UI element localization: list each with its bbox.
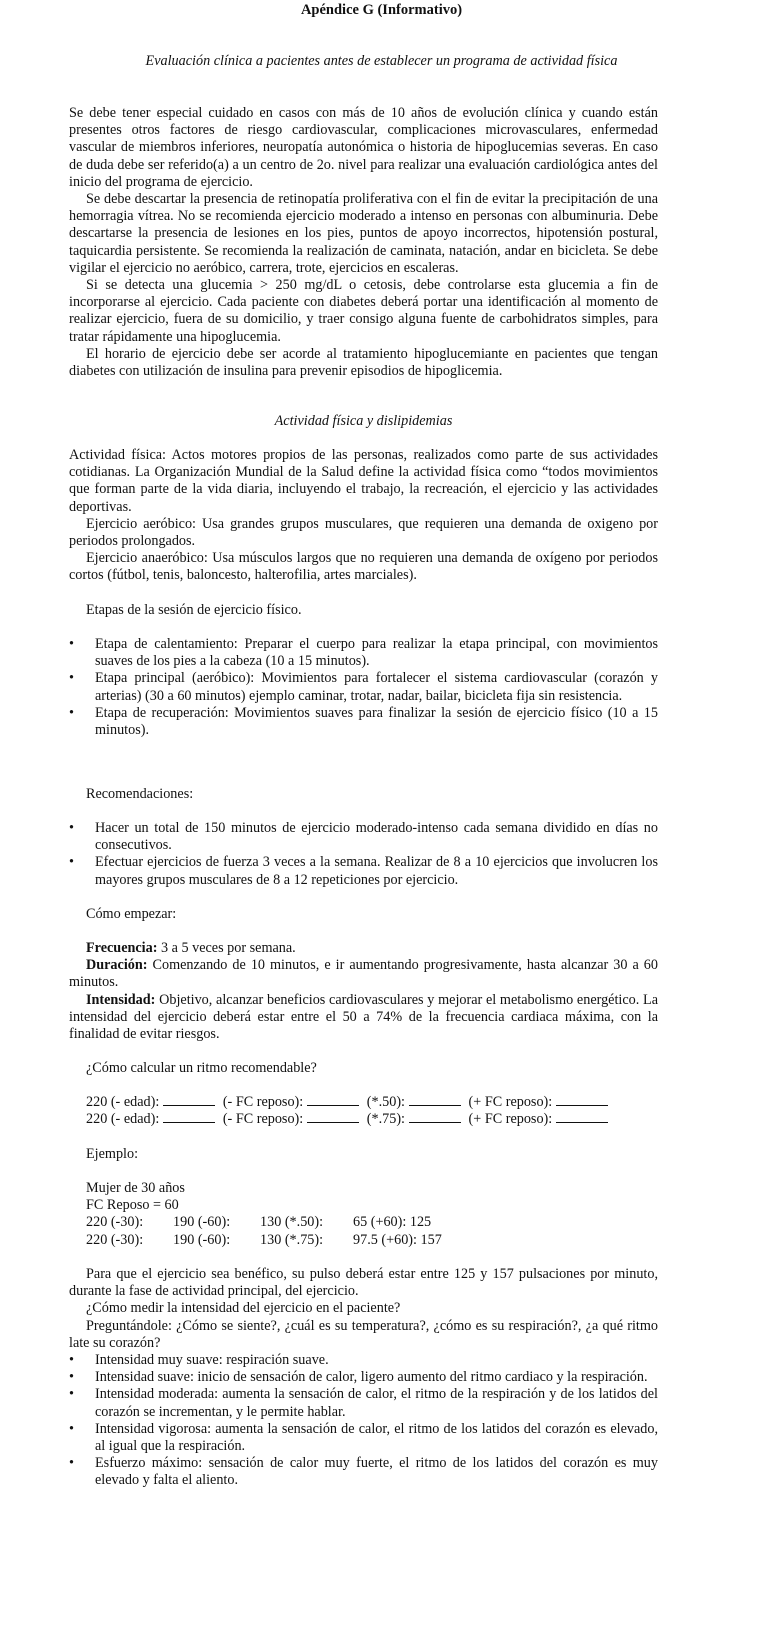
frequency-item: Frecuencia: 3 a 5 veces por semana. bbox=[86, 940, 296, 956]
list-item: • Esfuerzo máximo: sensación de calor muy fuerte, el ritmo de los latidos del corazón es muy elevado y falta el aliento. bbox=[69, 1455, 658, 1489]
list-item: • Intensidad moderada: aumenta la sensación de calor, el ritmo de la respiración y de los latidos del corazón se incrementan, y le permite hablar. bbox=[69, 1386, 658, 1420]
duration-item: Duración: Comenzando de 10 minutos, e ir aumentando progresivamente, hasta alcanzar 30 a 60 minutos. bbox=[69, 957, 658, 991]
section-heading: Actividad física y dislipidemias bbox=[274, 413, 453, 429]
blank-field[interactable] bbox=[307, 1094, 359, 1106]
paragraph: Actividad física: Actos motores propios de las personas, realizados como parte de sus actividades cotidianas. La Organización Mundial de la Salud define la actividad física como “todos movimientos que forman parte de la vida diaria, incluyendo el trabajo, la recreación, el ejercicio y las actividades deportivas. bbox=[69, 447, 658, 515]
blank-field[interactable] bbox=[163, 1111, 215, 1123]
list-item: • Intensidad muy suave: respiración suave. bbox=[69, 1352, 329, 1369]
blank-field[interactable] bbox=[409, 1111, 461, 1123]
paragraph: Se debe descartar la presencia de retinopatía proliferativa con el fin de evitar la precipitación de una hemorragia vítrea. No se recomienda ejercicio moderado a intenso en personas con albuminuria. Debe descartarse la presencia de lesiones en los pies, puntos de apoyo incorrectos, hipotensión postural, taquicardia persistente. Se recomienda la realización de caminata, natación, andar en bicicleta. Se debe vigilar el ejercicio no aeróbico, carrera, trote, ejercicios en escaleras. bbox=[69, 191, 658, 276]
list-item: • Intensidad vigorosa: aumenta la sensación de calor, el ritmo de los latidos del corazón es elevado, al igual que la respiración. bbox=[69, 1420, 658, 1455]
bullet: • bbox=[69, 1352, 74, 1369]
closing-section bbox=[69, 1266, 658, 1490]
physical-activity-definitions bbox=[69, 447, 658, 585]
bullet: • bbox=[69, 820, 74, 836]
example-subject: Mujer de 30 años bbox=[86, 1180, 185, 1196]
recommendations-list bbox=[69, 820, 658, 889]
blank-field[interactable] bbox=[556, 1111, 608, 1123]
how-to-start-label: Cómo empezar: bbox=[86, 906, 177, 922]
paragraph: Preguntándole: ¿Cómo se siente?, ¿cuál es su temperatura?, ¿cómo es su respiración?, ¿a qué ritmo late su corazón? bbox=[69, 1317, 658, 1351]
calc-form bbox=[69, 1094, 675, 1128]
blank-field[interactable] bbox=[307, 1111, 359, 1123]
bullet: • bbox=[69, 1455, 74, 1472]
clinical-evaluation-section bbox=[69, 105, 658, 380]
intensity-item: Intensidad: Objetivo, alcanzar beneficios cardiovasculares y mejorar el metabolismo energético. La intensidad del ejercicio deberá estar entre el 50 a 74% de la frecuencia cardiaca máxima, con la finalidad de evitar riesgos. bbox=[69, 991, 658, 1043]
calc-row: 220 (- edad): (- FC reposo): (*.75): (+ FC reposo): bbox=[86, 1111, 675, 1128]
bullet: • bbox=[69, 1369, 74, 1386]
example-row: 220 (-30): 190 (-60): 130 (*.50): 65 (+60): 125 bbox=[86, 1214, 432, 1231]
example-rest-hr: FC Reposo = 60 bbox=[86, 1197, 179, 1214]
example-row: 220 (-30): 190 (-60): 130 (*.75): 97.5 (+60): 157 bbox=[86, 1231, 442, 1248]
paragraph: Ejercicio anaeróbico: Usa músculos largos que no requieren una demanda de oxígeno por periodos cortos (fútbol, tenis, baloncesto, halterofilia, artes marciales). bbox=[69, 550, 658, 584]
paragraph: Ejercicio aeróbico: Usa grandes grupos musculares, que requieren una demanda de oxigeno por periodos prolongados. bbox=[69, 515, 658, 550]
bullet: • bbox=[69, 636, 74, 652]
paragraph: Se debe tener especial cuidado en casos con más de 10 años de evolución clínica y cuando están presentes otros factores de riesgo cardiovascular, complicaciones microvasculares, enfermedad vascular de miembros inferiores, neuropatía autonómica o historia de hipoglucemias severas. En caso de duda debe ser referido(a) a un centro de 2o. nivel para realizar una evaluación cardiológica antes del inicio del programa de ejercicio. bbox=[69, 105, 658, 190]
list-item: • Intensidad suave: inicio de sensación de calor, ligero aumento del ritmo cardiaco y la respiración. bbox=[69, 1369, 648, 1386]
intensity-levels-list bbox=[69, 1352, 658, 1490]
section-subtitle: Evaluación clínica a pacientes antes de establecer un programa de actividad física bbox=[145, 53, 618, 69]
blank-field[interactable] bbox=[409, 1094, 461, 1106]
recommendations-label: Recomendaciones: bbox=[86, 786, 194, 802]
paragraph: El horario de ejercicio debe ser acorde al tratamiento hipoglucemiante en pacientes que tengan diabetes con utilización de insulina para prevenir episodios de hipoglicemia. bbox=[69, 345, 658, 380]
paragraph: ¿Cómo medir la intensidad del ejercicio en el paciente? bbox=[86, 1300, 401, 1317]
bullet: • bbox=[69, 1386, 74, 1403]
list-item: • Efectuar ejercicios de fuerza 3 veces a la semana. Realizar de 8 a 10 ejercicios que involucren los mayores grupos musculares de 8 a 12 repeticiones por ejercicio. bbox=[69, 854, 658, 888]
bullet: • bbox=[69, 854, 74, 871]
example-block bbox=[69, 1180, 675, 1249]
calc-row: 220 (- edad): (- FC reposo): (*.50): (+ FC reposo): bbox=[86, 1094, 675, 1111]
bullet: • bbox=[69, 670, 74, 687]
list-item: • Etapa principal (aeróbico): Movimientos para fortalecer el sistema cardiovascular (corazón y arterias) (30 a 60 minutos) ejemplo caminar, trotar, nadar, bailar, bicicleta fija sin resistencia. bbox=[69, 670, 658, 704]
list-item: • Etapa de calentamiento: Preparar el cuerpo para realizar la etapa principal, con movimientos suaves de los pies a la cabeza (10 a 15 minutos). bbox=[69, 636, 658, 670]
paragraph: Si se detecta una glucemia > 250 mg/dL o cetosis, debe controlarse esta glucemia a fin de incorporarse al ejercicio. Cada paciente con diabetes deberá portar una identificación al momento de realizar ejercicio, fuera de su domicilio, y traer consigo alguna fuente de carbohidratos simples, para tratar rápidamente una hipoglucemia. bbox=[69, 277, 658, 345]
bullet: • bbox=[69, 1420, 74, 1437]
list-item: • Etapa de recuperación: Movimientos suaves para finalizar la sesión de ejercicio físico (10 a 15 minutos). bbox=[69, 704, 658, 739]
how-to-start-items bbox=[69, 940, 658, 1043]
example-label: Ejemplo: bbox=[86, 1146, 139, 1162]
appendix-title: Apéndice G (Informativo) bbox=[300, 2, 463, 18]
blank-field[interactable] bbox=[556, 1094, 608, 1106]
stages-label: Etapas de la sesión de ejercicio físico. bbox=[86, 602, 302, 618]
blank-field[interactable] bbox=[163, 1094, 215, 1106]
calc-question: ¿Cómo calcular un ritmo recomendable? bbox=[86, 1060, 317, 1076]
paragraph: Para que el ejercicio sea benéfico, su pulso deberá estar entre 125 y 157 pulsaciones por minuto, durante la fase de actividad principal, del ejercicio. bbox=[69, 1266, 658, 1300]
stages-list bbox=[69, 636, 658, 739]
bullet: • bbox=[69, 704, 74, 721]
list-item: • Hacer un total de 150 minutos de ejercicio moderado-intenso cada semana dividido en días no consecutivos. bbox=[69, 820, 658, 854]
